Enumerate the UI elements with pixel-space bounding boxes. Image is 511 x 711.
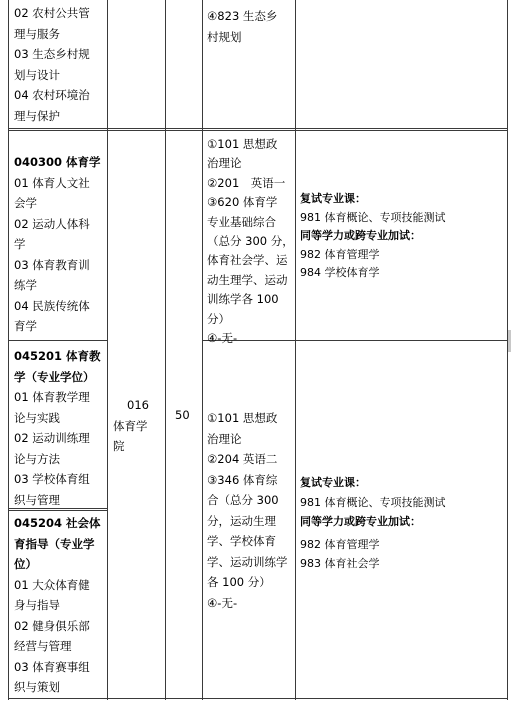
major-line: 04 农村环境治 [14,88,90,102]
exam-line: 村规划 [207,29,242,44]
major-line: 02 运动训练理 [14,431,90,445]
major-line: 育学 [14,319,37,333]
retest-line: 982 体育管理学 [300,247,380,261]
major-line: 04 民族传统体 [14,298,90,313]
major-line: 理与保护 [14,108,60,123]
retest-line: 984 学校体育学 [300,266,380,280]
major-line: 03 体育赛事组 [14,659,90,674]
majors-cell-social-sport [14,513,101,698]
table-border-left [8,0,9,700]
major-line: 论与实践 [14,410,60,425]
major-line: 03 生态乡村规 [14,47,90,61]
retest-line: 982 体育管理学 [300,537,380,551]
retest-line: 981 体育概论、专项技能测试 [300,210,446,224]
column-divider-majors [107,0,108,700]
exam-line: ①101 思想政 [207,411,278,425]
major-code: 育指导（专业学 [14,536,95,551]
enrollment-count: 50 [175,408,190,422]
majors-cell-top [14,3,90,126]
column-divider-enroll [202,0,203,700]
retest-heading: 同等学力或跨专业加试： [300,229,421,243]
major-line: 02 运动人体科 [14,216,90,231]
exam-line: 各 100 分） [207,575,271,589]
major-line: 织与策划 [14,680,60,694]
column-divider-college [165,0,166,700]
major-line: 经营与管理 [14,639,72,653]
exam-line: 分，运动生理 [207,513,276,528]
exam-line: 动生理学、运动 [207,272,288,287]
exam-line: ①101 思想政 [207,137,278,151]
major-line: 学 [14,237,26,251]
exam-line: 学、学校体育 [207,534,276,548]
retest-cell-professional [300,473,446,574]
exam-line: ③346 体育综 [207,472,278,487]
major-line: 02 健身俱乐部 [14,618,90,633]
exam-line: ④-无- [207,595,238,610]
exam-line: 治理论 [207,156,242,171]
major-line: 划与设计 [14,67,60,82]
row-divider-majors-1 [8,340,108,341]
exam-line: 专业基础综合 [207,214,276,229]
exam-line: ②201 英语一 [207,175,286,190]
major-code: 045201 体育教 [14,349,101,363]
retest-heading: 复试专业课： [300,476,366,489]
majors-cell-pe-teaching [14,346,101,510]
college-cell [113,395,149,457]
major-line: 论与方法 [14,451,60,466]
major-line: 理与服务 [14,26,60,41]
exam-line: 体育社会学、运 [207,253,288,268]
exam-cell-sport [207,135,294,348]
exam-line: ③620 体育学 [207,195,278,210]
major-line: 01 大众体育健 [14,577,90,592]
major-line: 03 体育教育训 [14,257,90,272]
college-name: 院 [113,439,125,453]
major-code: 040300 体育学 [14,155,101,169]
retest-line: 981 体育概论、专项技能测试 [300,495,446,509]
exam-line: 训练学各 100 [207,292,279,307]
major-line: 01 体育教学理 [14,390,90,404]
exam-line: 治理论 [207,431,242,446]
college-code: 016 [127,398,149,412]
exam-cell-professional [207,408,288,613]
retest-heading: 复试专业课： [300,192,366,205]
major-line: 02 农村公共管 [14,6,90,20]
major-line: 01 体育人文社 [14,175,90,190]
major-line: 身与指导 [14,598,60,612]
exam-line: ②204 英语二 [207,452,278,466]
exam-line: （总分 300 分， [207,234,294,249]
major-code: 学（专业学位） [14,369,95,384]
major-line: 织与管理 [14,492,60,507]
exam-cell-top [207,6,277,47]
exam-line: 学、运动训练学 [207,554,288,569]
majors-cell-sport [14,152,101,337]
retest-cell-sport [300,190,446,283]
exam-line: 合（总分 300 [207,493,279,507]
exam-line: ④-无- [207,331,238,346]
major-line: 会学 [14,196,37,210]
major-line: 练学 [14,278,37,292]
table-border-bottom [8,698,508,699]
row-divider-top [8,128,508,131]
retest-line: 983 体育社会学 [300,557,380,570]
major-line: 03 学校体育组 [14,472,90,486]
major-code: 位） [14,557,37,571]
exam-line: 分） [207,311,230,326]
college-name: 体育学 [113,418,148,433]
column-divider-exam [295,0,296,700]
exam-line: ④823 生态乡 [207,9,278,23]
retest-heading: 同等学力或跨专业加试： [300,515,421,528]
major-code: 045204 社会体 [14,516,101,530]
